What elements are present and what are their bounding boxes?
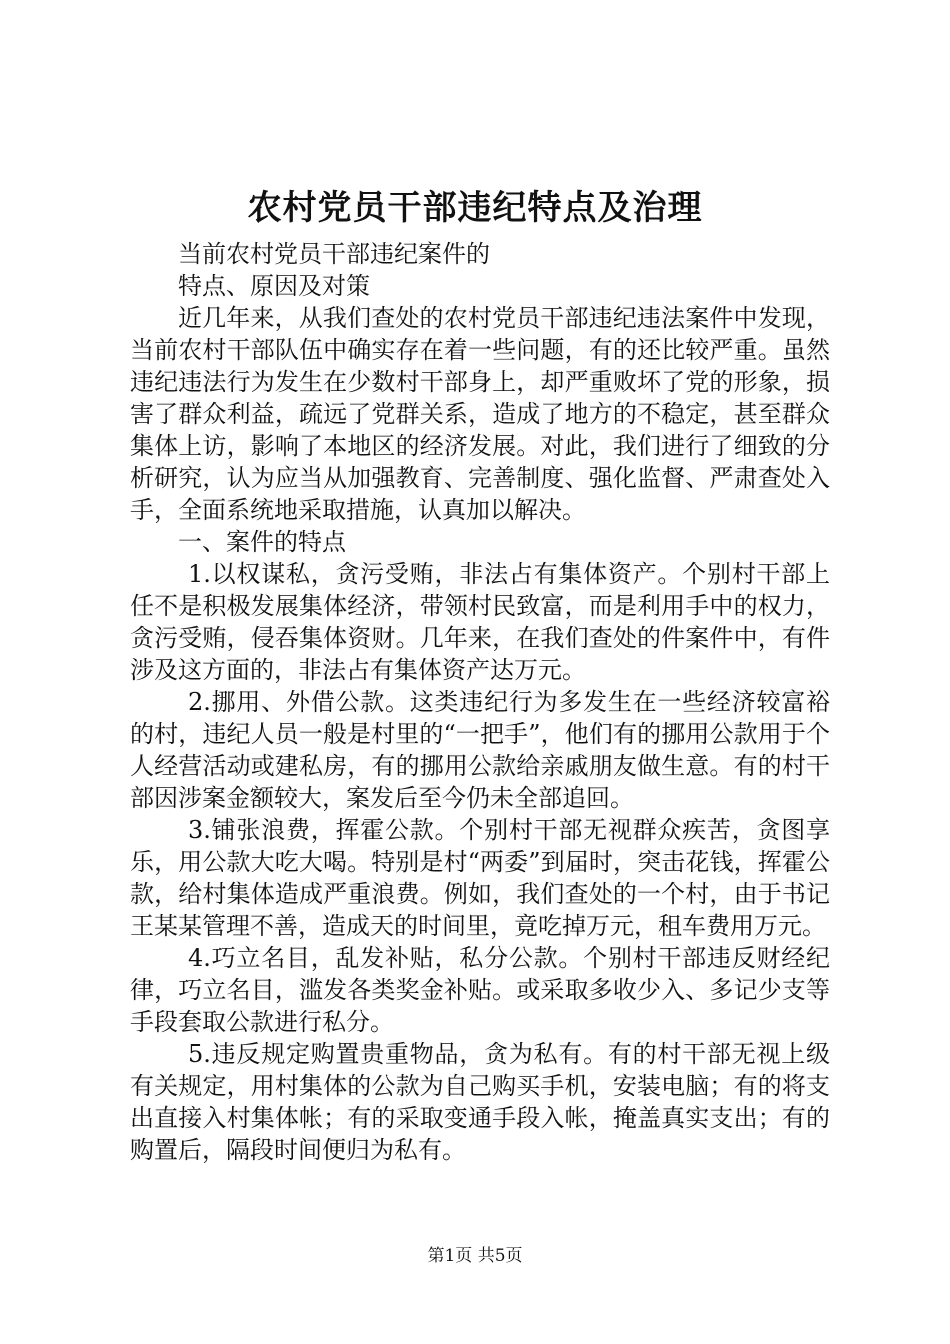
section-heading: 一、案件的特点	[178, 528, 346, 556]
document-title: 农村党员干部违纪特点及治理	[247, 188, 703, 228]
list-item: 1.以权谋私，贪污受贿，非法占有集体资产。个别村干部上任不是积极发展集体经济，带领村民致富，而是利用手中的权力，贪污受贿，侵吞集体资财。几年来，在我们查处的件案件中，有件涉及这方面的，非法占有集体资产达万元。	[130, 560, 830, 684]
page-indicator: 第1页 共5页	[427, 1246, 523, 1266]
list-item: 4.巧立名目，乱发补贴，私分公款。个别村干部违反财经纪律，巧立名目，滥发各类奖金补贴。或采取多收少入、多记少支等手段套取公款进行私分。	[130, 944, 830, 1036]
list-item: 5.违反规定购置贵重物品，贪为私有。有的村干部无视上级有关规定，用村集体的公款为自己购买手机，安装电脑；有的将支出直接入村集体帐；有的采取变通手段入帐，掩盖真实支出；有的购置后，隔段时间便归为私有。	[130, 1040, 830, 1164]
subtitle-line-1: 当前农村党员干部违纪案件的	[178, 240, 490, 268]
intro-paragraph: 近几年来，从我们查处的农村党员干部违纪违法案件中发现，当前农村干部队伍中确实存在着一些问题，有的还比较严重。虽然违纪违法行为发生在少数村干部身上，却严重败坏了党的形象，损害了群众利益，疏远了党群关系，造成了地方的不稳定，甚至群众集体上访，影响了本地区的经济发展。对此，我们进行了细致的分析研究，认为应当从加强教育、完善制度、强化监督、严肃查处入手，全面系统地采取措施，认真加以解决。	[130, 304, 830, 524]
list-item: 3.铺张浪费，挥霍公款。个别村干部无视群众疾苦，贪图享乐，用公款大吃大喝。特别是村“两委”到届时，突击花钱，挥霍公款，给村集体造成严重浪费。例如，我们查处的一个村，由于书记王某某管理不善，造成天的时间里，竟吃掉万元，租车费用万元。	[130, 816, 830, 940]
list-item: 2.挪用、外借公款。这类违纪行为多发生在一些经济较富裕的村，违纪人员一般是村里的“一把手”，他们有的挪用公款用于个人经营活动或建私房，有的挪用公款给亲戚朋友做生意。有的村干部因涉案金额较大，案发后至今仍未全部追回。	[130, 688, 830, 812]
document-body	[130, 238, 830, 1166]
subtitle-line-2: 特点、原因及对策	[178, 272, 370, 300]
